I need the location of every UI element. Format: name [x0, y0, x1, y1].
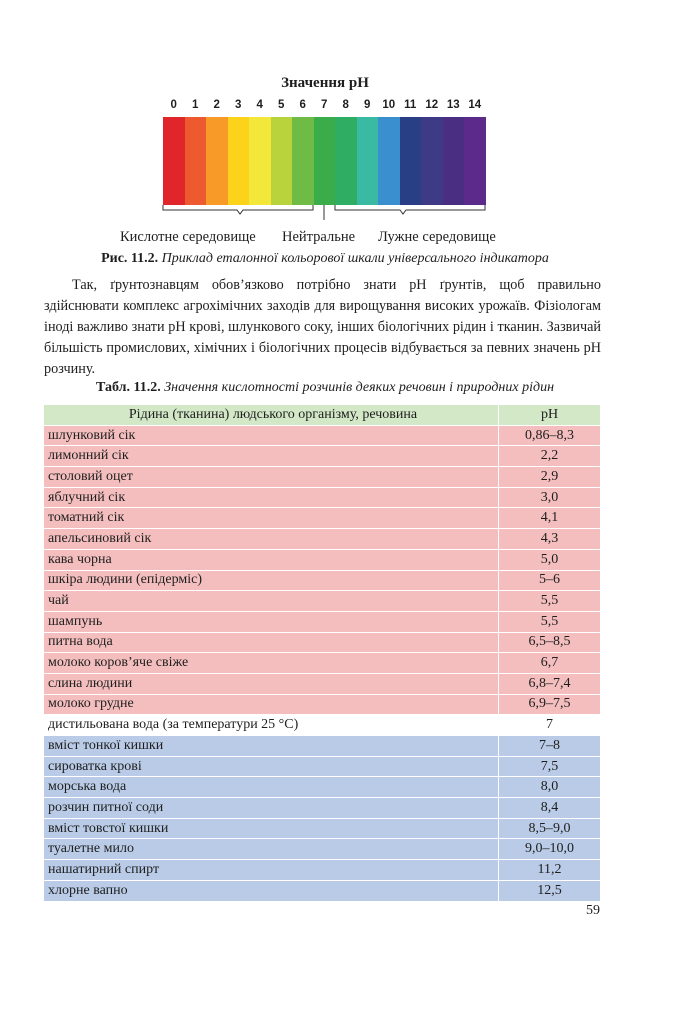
table-row [44, 591, 601, 612]
substance-cell: лимонний сік [44, 446, 499, 467]
ph-color-cell [443, 117, 465, 205]
table-row [44, 736, 601, 757]
table-body [44, 425, 601, 901]
ph-cell: 7,5 [499, 756, 601, 777]
ph-cell: 6,5–8,5 [499, 632, 601, 653]
header-substance: Рідина (тканина) людського організму, речовина [44, 405, 499, 426]
table-row [44, 694, 601, 715]
table-caption-text: Значення кислотності розчинів деяких речовин і природних рідин [164, 380, 555, 395]
ph-cell: 8,0 [499, 777, 601, 798]
substance-cell: шампунь [44, 611, 499, 632]
figure-number: Рис. 11.2. [101, 251, 159, 266]
ph-number: 10 [382, 99, 396, 111]
ph-number: 2 [213, 99, 220, 111]
ph-number: 3 [235, 99, 242, 111]
table-row [44, 467, 601, 488]
substance-cell: вміст товстої кишки [44, 818, 499, 839]
ph-cell: 8,5–9,0 [499, 818, 601, 839]
table-row [44, 446, 601, 467]
ph-scale-brackets [160, 200, 490, 226]
table-caption [0, 380, 650, 396]
table-row [44, 818, 601, 839]
ph-cell: 8,4 [499, 798, 601, 819]
ph-number: 7 [321, 99, 328, 111]
ph-cell: 4,3 [499, 529, 601, 550]
table-row [44, 425, 601, 446]
figure-caption-text: Приклад еталонної кольорової шкали універсального індикатора [161, 251, 549, 266]
table-row [44, 487, 601, 508]
ph-color-cell [292, 117, 314, 205]
substance-cell: слина людини [44, 673, 499, 694]
table-row [44, 777, 601, 798]
page-number: 59 [586, 903, 600, 918]
substance-cell: молоко грудне [44, 694, 499, 715]
ph-cell: 6,9–7,5 [499, 694, 601, 715]
ph-color-cell [357, 117, 379, 205]
ph-color-scale [163, 117, 485, 205]
ph-number: 8 [342, 99, 349, 111]
ph-scale-title: Значення pH [281, 75, 369, 91]
table-header-row [44, 405, 601, 426]
table-row [44, 653, 601, 674]
acidic-bracket [163, 205, 313, 214]
ph-color-cell [314, 117, 336, 205]
ph-color-cell [249, 117, 271, 205]
ph-color-cell [271, 117, 293, 205]
neutral-label: Нейтральне [282, 229, 356, 245]
figure-caption [0, 251, 650, 267]
ph-color-cell [163, 117, 185, 205]
ph-color-cell [421, 117, 443, 205]
ph-number: 13 [446, 99, 460, 111]
ph-cell: 5,5 [499, 611, 601, 632]
ph-cell: 6,8–7,4 [499, 673, 601, 694]
ph-cell: 4,1 [499, 508, 601, 529]
substance-cell: молоко коров’яче свіже [44, 653, 499, 674]
ph-number: 1 [192, 99, 199, 111]
ph-cell: 9,0–10,0 [499, 839, 601, 860]
substance-cell: вміст тонкої кишки [44, 736, 499, 757]
ph-cell: 2,9 [499, 467, 601, 488]
substance-cell: томатний сік [44, 508, 499, 529]
ph-cell: 11,2 [499, 860, 601, 881]
substance-cell: туалетне мило [44, 839, 499, 860]
ph-values-table [43, 404, 601, 902]
body-paragraph: Так, ґрунтознавцям обов’язково потрібно знати pH ґрунтів, щоб правильно здійснювати комплекс агрохімічних заходів для вирощування високих урожаїв. Фізіологам іноді важливо знати pH крові, шлункового соку, інших біологічних рідин і тканин. Зазвичай більшість промислових, хімічних і біологічних процесів відбувається за певних значень pH розчину. [44, 277, 601, 377]
header-ph: pH [499, 405, 601, 426]
table-row [44, 839, 601, 860]
ph-color-cell [400, 117, 422, 205]
ph-cell: 0,86–8,3 [499, 425, 601, 446]
table-row [44, 860, 601, 881]
table-row [44, 798, 601, 819]
ph-cell: 3,0 [499, 487, 601, 508]
substance-cell: питна вода [44, 632, 499, 653]
ph-cell: 5,5 [499, 591, 601, 612]
table-row [44, 570, 601, 591]
table-row [44, 611, 601, 632]
ph-cell: 7 [499, 715, 601, 736]
substance-cell: розчин питної соди [44, 798, 499, 819]
ph-color-cell [228, 117, 250, 205]
substance-cell: морська вода [44, 777, 499, 798]
substance-cell: чай [44, 591, 499, 612]
ph-number: 11 [404, 99, 417, 111]
table-row [44, 756, 601, 777]
substance-cell: столовий оцет [44, 467, 499, 488]
ph-number: 4 [256, 99, 263, 111]
table-row [44, 529, 601, 550]
table-row [44, 549, 601, 570]
substance-cell: кава чорна [44, 549, 499, 570]
ph-color-cell [335, 117, 357, 205]
basic-label: Лужне середовище [378, 229, 496, 245]
ph-cell: 7–8 [499, 736, 601, 757]
table-number: Табл. 11.2. [95, 380, 161, 395]
table-row [44, 673, 601, 694]
ph-number: 0 [170, 99, 177, 111]
substance-cell: дистильована вода (за температури 25 °С) [44, 715, 499, 736]
substance-cell: апельсиновий сік [44, 529, 499, 550]
table-row [44, 880, 601, 901]
ph-color-cell [185, 117, 207, 205]
ph-number: 12 [425, 99, 439, 111]
substance-cell: шкіра людини (епідерміс) [44, 570, 499, 591]
ph-color-cell [206, 117, 228, 205]
ph-cell: 6,7 [499, 653, 601, 674]
table-row [44, 632, 601, 653]
basic-bracket [335, 205, 485, 214]
ph-color-cell [464, 117, 486, 205]
ph-cell: 5–6 [499, 570, 601, 591]
substance-cell: сироватка крові [44, 756, 499, 777]
ph-cell: 5,0 [499, 549, 601, 570]
ph-number: 9 [364, 99, 371, 111]
ph-number: 5 [278, 99, 285, 111]
table-row [44, 508, 601, 529]
ph-number-row [163, 99, 485, 115]
ph-color-cell [378, 117, 400, 205]
substance-cell: шлунковий сік [44, 425, 499, 446]
ph-cell: 2,2 [499, 446, 601, 467]
ph-number: 6 [299, 99, 306, 111]
ph-cell: 12,5 [499, 880, 601, 901]
table-row [44, 715, 601, 736]
substance-cell: хлорне вапно [44, 880, 499, 901]
ph-number: 14 [468, 99, 482, 111]
substance-cell: нашатирний спирт [44, 860, 499, 881]
substance-cell: яблучний сік [44, 487, 499, 508]
acidic-label: Кислотне середовище [120, 229, 256, 245]
